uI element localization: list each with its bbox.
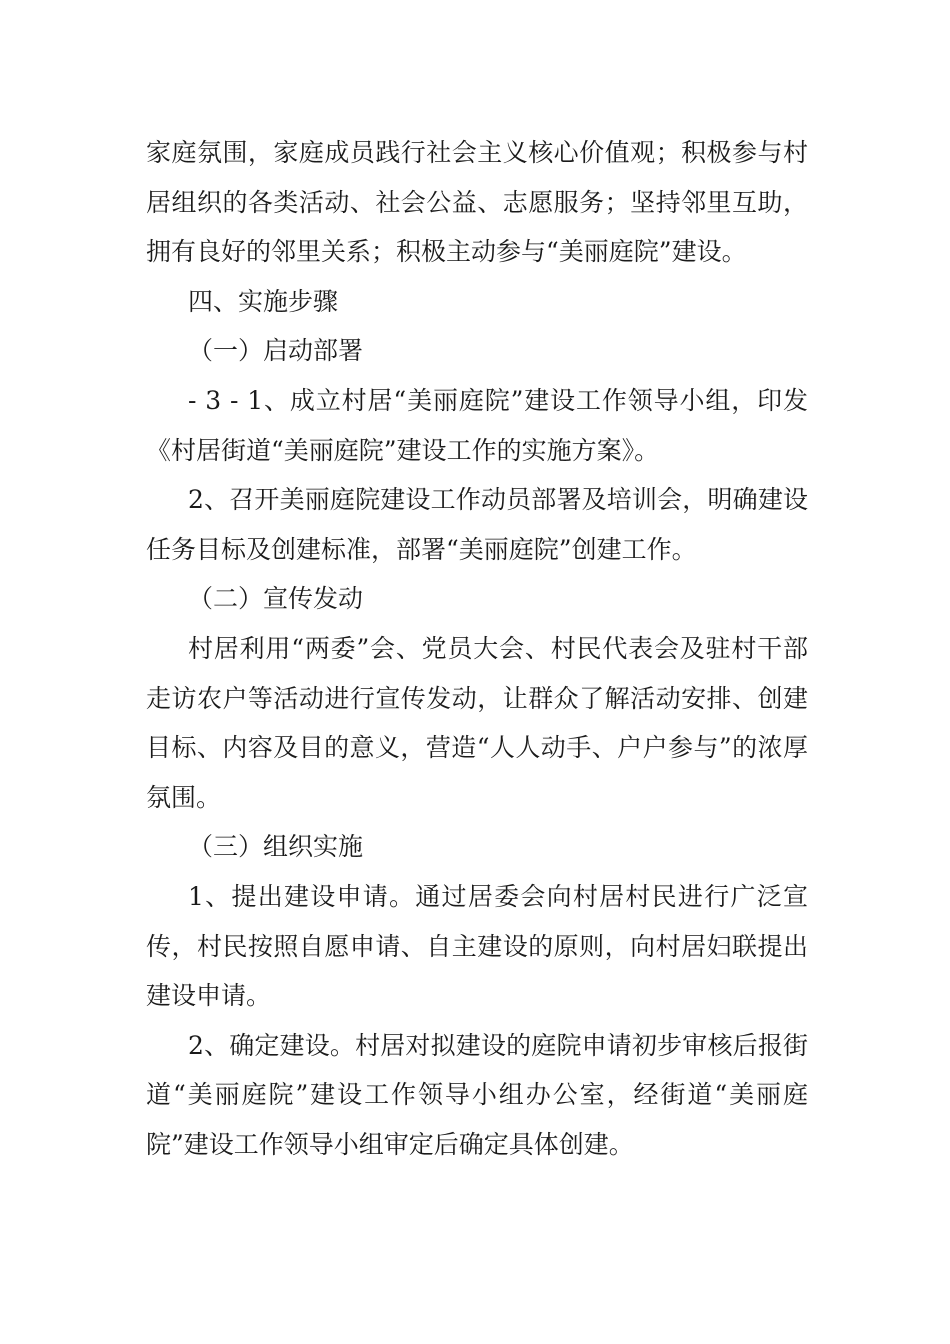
subheading-organize-implementation: （三）组织实施 [188, 832, 364, 862]
paragraph-step-1-leadership-group: - 3 - 1、成立村居“美丽庭院”建设工作领导小组，印发《村居街道“美丽庭院”建设工作的实施方案》。 [146, 385, 808, 465]
paragraph-submit-application: 1、提出建设申请。通过居委会向村居村民进行广泛宣传，村民按照自愿申请、自主建设的原则，向村居妇联提出建设申请。 [146, 881, 808, 1011]
subheading-launch-deployment: （一）启动部署 [188, 336, 364, 366]
paragraph-family-atmosphere: 家庭氛围，家庭成员践行社会主义核心价值观；积极参与村居组织的各类活动、社会公益、志愿服务；坚持邻里互助，拥有良好的邻里关系；积极主动参与“美丽庭院”建设。 [146, 138, 808, 267]
paragraph-confirm-construction: 2、确定建设。村居对拟建设的庭院申请初步审核后报街道“美丽庭院”建设工作领导小组办公室，经街道“美丽庭院”建设工作领导小组审定后确定具体创建。 [146, 1030, 808, 1159]
paragraph-publicity-details: 村居利用“两委”会、党员大会、村民代表会及驻村干部走访农户等活动进行宣传发动，让群众了解活动安排、创建目标、内容及目的意义，营造“人人动手、户户参与”的浓厚氛围。 [146, 633, 808, 812]
paragraph-step-2-mobilization-meeting: 2、召开美丽庭院建设工作动员部署及培训会，明确建设任务目标及创建标准，部署“美丽庭院”创建工作。 [146, 485, 808, 564]
subheading-publicity-mobilization: （二）宣传发动 [188, 584, 364, 614]
section-heading-implementation-steps: 四、实施步骤 [188, 286, 339, 316]
document-body [146, 128, 808, 1169]
